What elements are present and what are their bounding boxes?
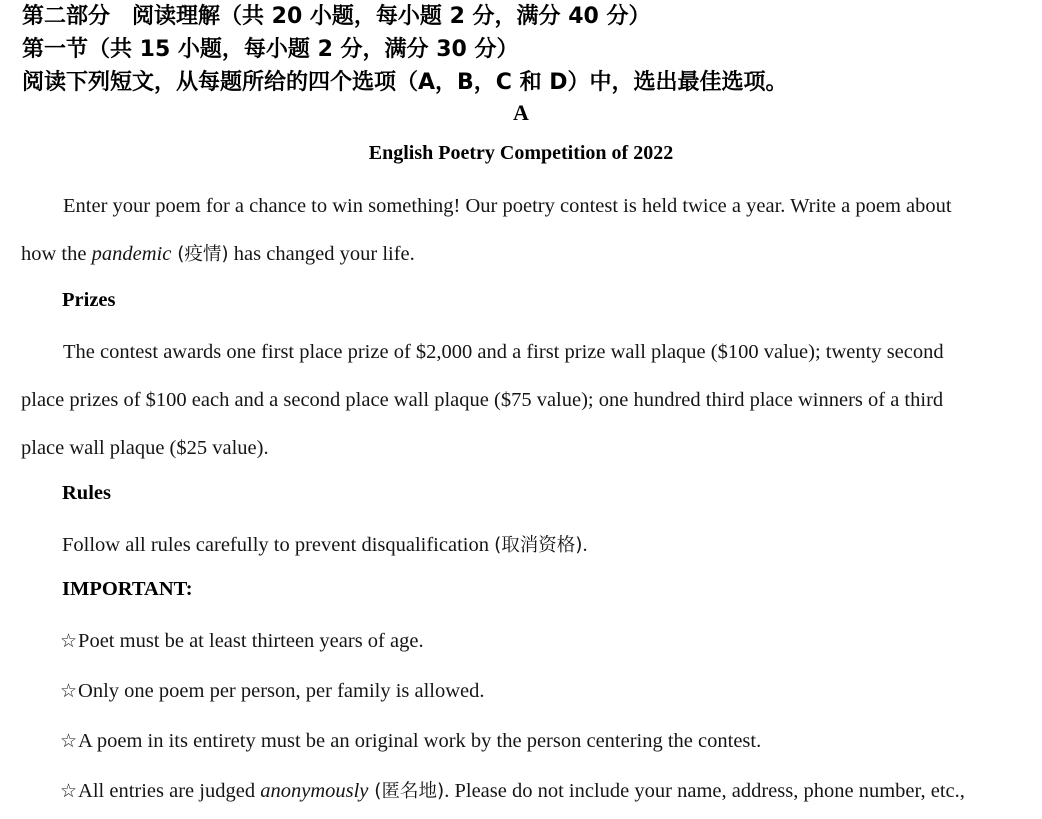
rule-item-text: Poet must be at least thirteen years of age.: [78, 630, 424, 652]
passage-title: English Poetry Competition of 2022: [368, 142, 674, 164]
rules-text-after: .: [582, 534, 588, 556]
rule-item-text-after: . Please do not include your name, address, phone number, etc.,: [444, 780, 965, 802]
prizes-line-1: The contest awards one first place prize of $2,000 and a first prize wall plaque ($100 value); twenty second: [63, 341, 944, 363]
rule-item-text: A poem in its entirety must be an original work by the person centering the contest.: [78, 730, 762, 752]
rule-term-anonymously: anonymously: [260, 780, 369, 802]
rule-item: [60, 627, 424, 655]
prizes-line-3: place wall plaque ($25 value).: [21, 437, 269, 459]
intro-gloss: (疫情): [171, 244, 229, 265]
rule-item: [60, 777, 965, 806]
rule-item-text: Only one poem per person, per family is allowed.: [78, 680, 485, 702]
rule-item: [60, 727, 761, 755]
star-icon: ☆: [60, 730, 78, 752]
rule-item-text-before: All entries are judged: [78, 780, 261, 802]
important-heading: IMPORTANT:: [62, 578, 193, 600]
rules-heading: Rules: [62, 482, 111, 504]
rules-gloss: (取消资格): [494, 535, 583, 556]
rules-line-1: [62, 531, 588, 560]
intro-term-pandemic: pandemic: [91, 243, 172, 265]
rules-text-before: Follow all rules carefully to prevent disqualification: [62, 534, 495, 556]
prizes-line-2: place prizes of $100 each and a second place wall plaque ($75 value); one hundred third place winners of a third: [21, 389, 944, 411]
intro-text-before: how the: [21, 243, 92, 265]
instruction-line: 阅读下列短文，从每题所给的四个选项（A，B，C 和 D）中，选出最佳选项。: [22, 70, 788, 95]
passage-letter: A: [513, 100, 529, 125]
intro-line-1: Enter your poem for a chance to win something! Our poetry contest is held twice a year. Write a poem about: [63, 195, 952, 217]
star-icon: ☆: [60, 780, 78, 802]
rule-gloss: (匿名地): [368, 781, 445, 802]
star-icon: ☆: [60, 630, 78, 652]
prizes-heading: Prizes: [62, 289, 116, 311]
intro-line-2: [21, 240, 415, 269]
intro-text-after: has changed your life.: [228, 243, 415, 265]
rule-item: [60, 677, 485, 705]
subsection-header: 第一节（共 15 小题，每小题 2 分，满分 30 分）: [22, 37, 519, 62]
section-header: 第二部分 阅读理解（共 20 小题，每小题 2 分，满分 40 分）: [22, 4, 651, 29]
star-icon: ☆: [60, 680, 78, 702]
